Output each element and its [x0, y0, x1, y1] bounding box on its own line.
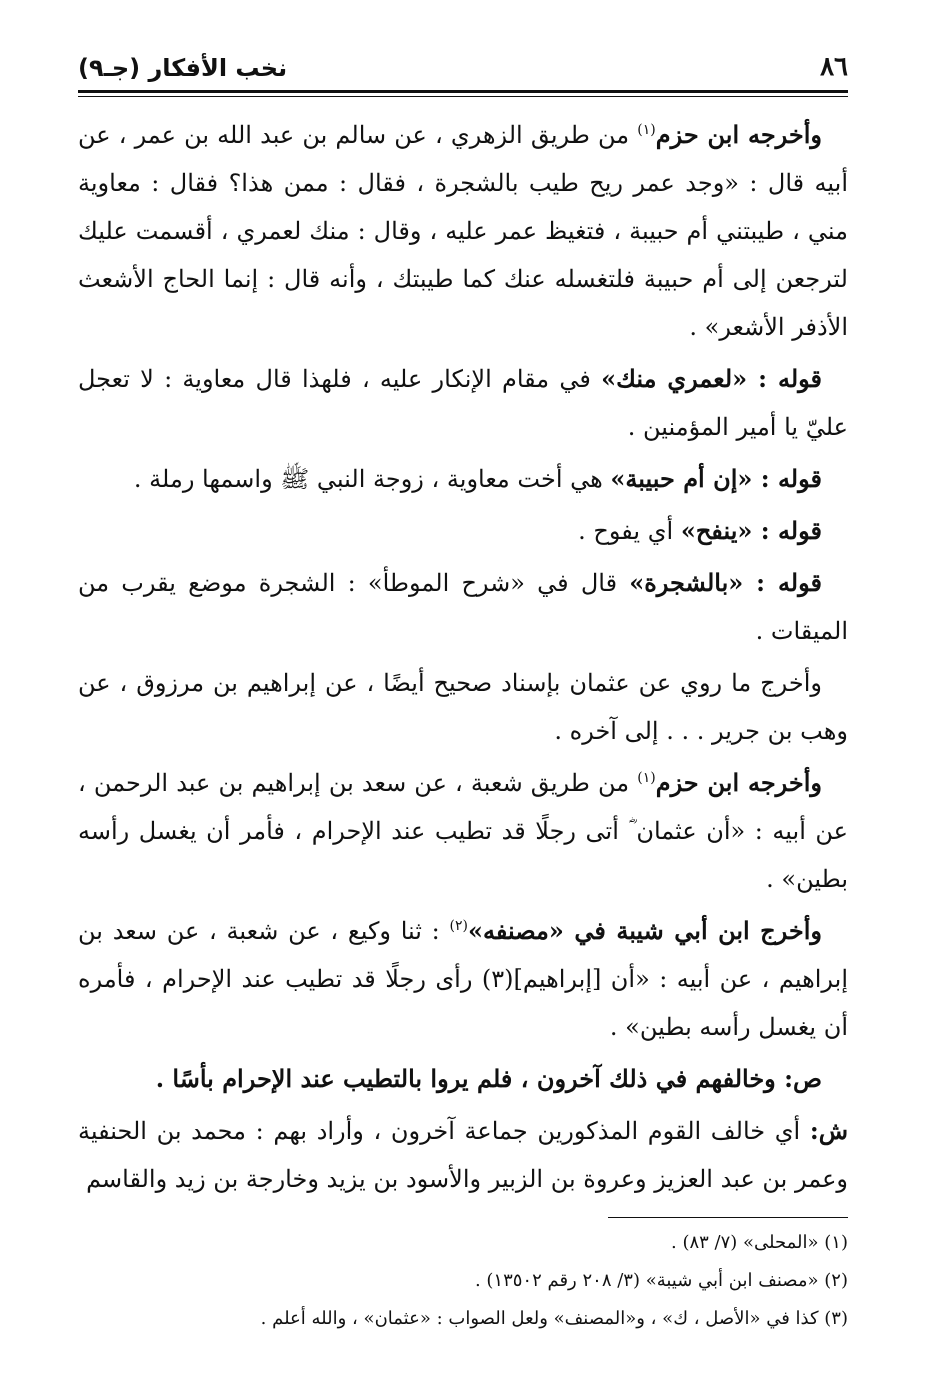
paragraph — [78, 111, 848, 351]
main-text — [78, 111, 848, 1203]
footnote: (٣) كذا في «الأصل ، ك» ، و«المصنف» ولعل الصواب : «عثمان» ، والله أعلم . — [260, 1308, 848, 1329]
footnote-marker: (٢) — [449, 918, 468, 934]
paragraph-text: من طريق الزهري ، عن سالم بن عبد الله بن عمر ، عن أبيه قال : «وجد عمر ريح طيب بالشجرة ، فقال : ممن هذا؟ فقال : معاوية مني ، طيبتني أم حبيبة ، فتغيظ عمر عليه ، وقال : منك لعمري ، أقسمت عليك لترجعن إلى أم حبيبة فلتغسله عنك كما طيبتك ، وأنه قال : إنما الحاج الأشعث الأذفر الأشعر» . — [78, 121, 848, 341]
paragraph-text: قال في «شرح الموطأ» : الشجرة موضع يقرب من الميقات . — [78, 569, 848, 645]
footnote-marker: (١) — [637, 770, 656, 786]
page-number: ٨٦ — [820, 52, 848, 82]
footnote: (٢) «مصنف ابن أبي شيبة» (٣/ ٢٠٨ رقم ١٣٥٠٢) . — [474, 1270, 848, 1291]
paragraph-text: في مقام الإنكار عليه ، فلهذا قال معاوية : لا تعجل عليّ يا أمير المؤمنين . — [78, 365, 848, 441]
paragraph-text: أي يفوح . — [578, 517, 681, 545]
paragraph-text: : ثنا وكيع ، عن شعبة ، عن سعد بن إبراهيم ، عن أبيه : «أن [إبراهيم](٣) رأى رجلًا قد تطيب عند الإحرام ، فأمره أن يغسل رأسه بطين» . — [78, 917, 848, 1041]
paragraph-lead: قوله : «ينفح» — [680, 516, 822, 545]
paragraph-text: من طريق شعبة ، عن سعد بن إبراهيم بن عبد الرحمن ، عن أبيه : «أن عثمان ؓ أتى رجلًا قد تطيب عند الإحرام ، فأمر أن يغسل رأسه بطين» . — [78, 769, 848, 893]
paragraph — [78, 659, 848, 755]
paragraph-text: أي خالف القوم المذكورين جماعة آخرون ، وأراد بهم : محمد بن الحنفية وعمر بن عبد العزيز وعروة بن الزبير والأسود بن يزيد وخارجة بن زيد والقاسم — [78, 1117, 848, 1193]
footnote-separator — [608, 1217, 848, 1218]
footnotes — [78, 1224, 848, 1338]
paragraph — [78, 507, 848, 555]
header-rule-thin — [78, 96, 848, 97]
paragraph — [78, 455, 848, 503]
paragraph-lead: ش: — [809, 1116, 848, 1145]
paragraph-lead: قوله : «إن أم حبيبة» — [610, 464, 822, 493]
paragraph-lead: وأخرجه ابن حزم — [655, 120, 822, 149]
paragraph-text: وأخرج ما روي عن عثمان بإسناد صحيح أيضًا ، عن إبراهيم بن مرزوق ، عن وهب بن جرير . . . إلى آخره . — [78, 669, 848, 745]
paragraph-lead: قوله : «لعمري منك» — [601, 364, 823, 393]
footnote: (١) «المحلى» (٧/ ٨٣) . — [671, 1232, 848, 1253]
page-header — [78, 44, 848, 82]
paragraph — [78, 559, 848, 655]
footnote-marker: (١) — [637, 122, 656, 138]
paragraph-lead: ص: وخالفهم في ذلك آخرون ، فلم يروا بالتطيب عند الإحرام بأسًا . — [155, 1064, 822, 1093]
paragraph-lead: وأخرج ابن أبي شيبة في «مصنفه» — [467, 916, 822, 945]
paragraph — [78, 355, 848, 451]
paragraph — [78, 1055, 848, 1103]
book-title: نخب الأفكار (جـ٩) — [78, 54, 288, 82]
paragraph — [78, 759, 848, 903]
paragraph-lead: قوله : «بالشجرة» — [629, 568, 822, 597]
paragraph — [78, 1107, 848, 1203]
paragraph-text: هي أخت معاوية ، زوجة النبي ﷺ واسمها رملة . — [133, 465, 611, 493]
paragraph — [78, 907, 848, 1051]
paragraph-lead: وأخرجه ابن حزم — [655, 768, 823, 797]
header-rule-thick — [78, 90, 848, 93]
